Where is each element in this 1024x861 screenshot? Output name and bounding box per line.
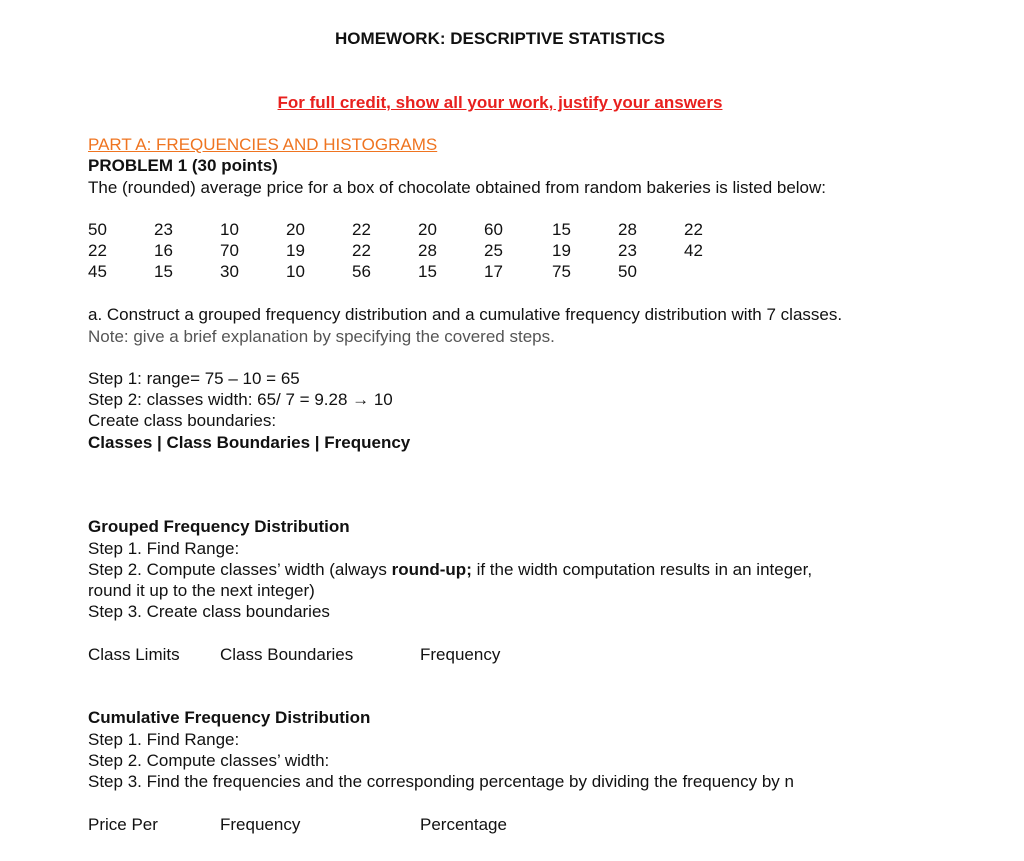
credit-note: For full credit, show all your work, justify your answers xyxy=(277,93,723,112)
data-value-r1-c3: 10 xyxy=(220,220,239,239)
grouped-step-1: Step 1. Find Range: xyxy=(88,539,240,558)
question-note: Note: give a brief explanation by specifying the covered steps. xyxy=(88,327,555,346)
grouped-step-2-bold: round-up; xyxy=(391,560,472,579)
grouped-step-2-text-a: Step 2. Compute classes’ width (always xyxy=(88,560,392,579)
grouped-step-2-text-b: if the width computation results in an integer, xyxy=(471,560,813,579)
data-value-r3-c6: 15 xyxy=(418,262,437,281)
answer-table-header: Classes | Class Boundaries | Frequency xyxy=(88,433,411,452)
data-value-r1-c5: 22 xyxy=(352,220,371,239)
data-value-r3-c4: 10 xyxy=(286,262,305,281)
data-value-r2-c8: 19 xyxy=(552,241,571,260)
data-value-r2-c4: 19 xyxy=(286,241,305,260)
data-value-r1-c6: 20 xyxy=(418,220,437,239)
cumulative-col-percentage: Percentage xyxy=(420,815,507,834)
grouped-heading: Grouped Frequency Distribution xyxy=(88,517,350,536)
data-value-r2-c1: 22 xyxy=(88,241,107,260)
grouped-col-frequency: Frequency xyxy=(420,645,501,664)
grouped-col-class-limits: Class Limits xyxy=(88,645,180,664)
data-value-r3-c5: 56 xyxy=(352,262,371,281)
question-a: a. Construct a grouped frequency distribution and a cumulative frequency distribution with 7 classes. xyxy=(88,305,843,324)
data-value-r3-c8: 75 xyxy=(552,262,571,281)
cumulative-step-1: Step 1. Find Range: xyxy=(88,730,240,749)
data-value-r1-c9: 28 xyxy=(618,220,637,239)
page-title: HOMEWORK: DESCRIPTIVE STATISTICS xyxy=(335,29,665,48)
data-value-r3-c9: 50 xyxy=(618,262,637,281)
data-value-r2-c9: 23 xyxy=(618,241,637,260)
part-a-heading: PART A: FREQUENCIES AND HISTOGRAMS xyxy=(88,135,438,154)
cumulative-step-2: Step 2. Compute classes’ width: xyxy=(88,751,330,770)
data-value-r1-c1: 50 xyxy=(88,220,107,239)
data-value-r2-c2: 16 xyxy=(154,241,173,260)
answer-step-1: Step 1: range= 75 – 10 = 65 xyxy=(88,369,300,388)
grouped-step-3: Step 3. Create class boundaries xyxy=(88,602,330,621)
data-value-r2-c3: 70 xyxy=(220,241,239,260)
data-value-r1-c10: 22 xyxy=(684,220,703,239)
grouped-col-class-boundaries: Class Boundaries xyxy=(220,645,354,664)
data-value-r3-c7: 17 xyxy=(484,262,503,281)
cumulative-heading: Cumulative Frequency Distribution xyxy=(88,708,371,727)
problem-heading: PROBLEM 1 (30 points) xyxy=(88,156,278,175)
problem-intro: The (rounded) average price for a box of chocolate obtained from random bakeries is listed below: xyxy=(88,178,827,197)
answer-step-2: Step 2: classes width: 65/ 7 = 9.28 → 10 xyxy=(88,390,393,409)
grouped-step-2-cont: round it up to the next integer) xyxy=(88,581,315,600)
cumulative-col-frequency: Frequency xyxy=(220,815,301,834)
data-value-r3-c1: 45 xyxy=(88,262,107,281)
data-value-r3-c3: 30 xyxy=(220,262,239,281)
data-value-r2-c5: 22 xyxy=(352,241,371,260)
data-value-r1-c7: 60 xyxy=(484,220,503,239)
data-value-r1-c4: 20 xyxy=(286,220,305,239)
data-value-r1-c2: 23 xyxy=(154,220,173,239)
cumulative-col-price-per: Price Per xyxy=(88,815,158,834)
data-value-r3-c2: 15 xyxy=(154,262,173,281)
cumulative-step-3: Step 3. Find the frequencies and the corresponding percentage by dividing the frequency by n xyxy=(88,772,794,791)
data-value-r2-c6: 28 xyxy=(418,241,437,260)
data-value-r2-c7: 25 xyxy=(484,241,503,260)
answer-step-3: Create class boundaries: xyxy=(88,411,277,430)
data-value-r1-c8: 15 xyxy=(552,220,571,239)
grouped-step-2 xyxy=(88,559,812,580)
data-value-r2-c10: 42 xyxy=(684,241,703,260)
